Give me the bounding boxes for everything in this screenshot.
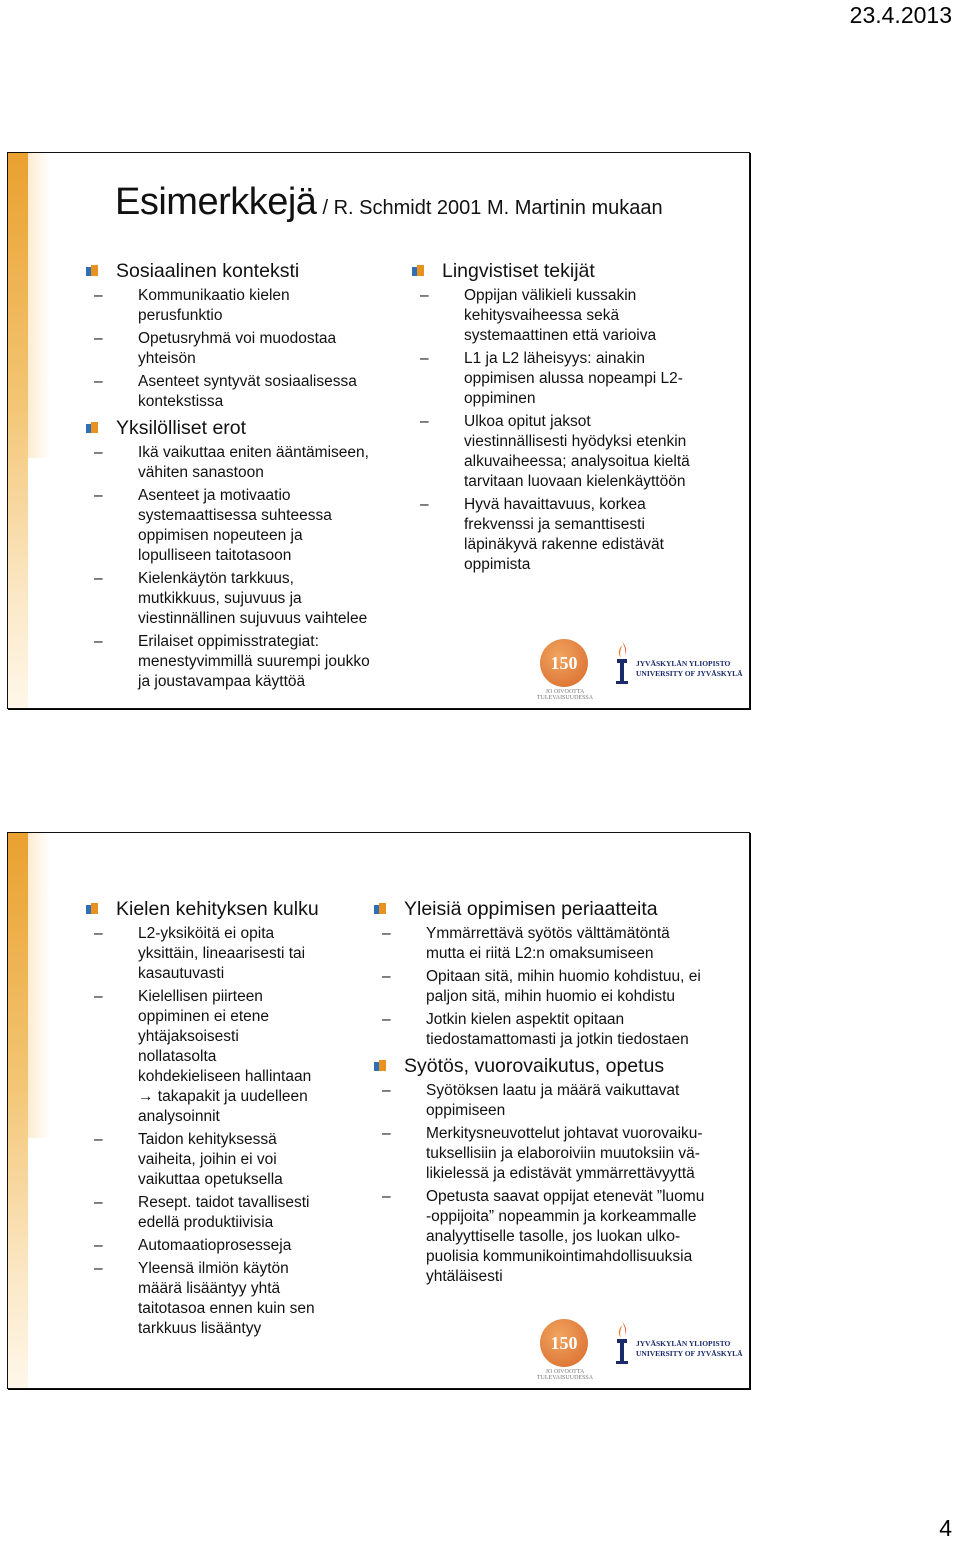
bullet-item-line: kohdekieliseen hallintaan bbox=[138, 1068, 312, 1085]
bullet-item-line: analyyttiselle tasolle, jos luokan ulko- bbox=[426, 1228, 681, 1245]
bullet-item-line: kasautuvasti bbox=[138, 965, 225, 982]
dash-bullet-icon: – bbox=[94, 444, 103, 461]
bullet-item-line: taitotasoa ennen kuin sen bbox=[138, 1300, 315, 1317]
section-heading-text: Yleisiä oppimisen periaatteita bbox=[404, 898, 658, 920]
anniversary-logo-caption: JO OIVOOTTA TULEVAISUUDESSA bbox=[536, 689, 594, 701]
university-name-en: UNIVERSITY OF JYVÄSKYLÄ bbox=[636, 1349, 743, 1358]
bullet-item bbox=[86, 486, 391, 566]
bullet-item-line: Opetusta saavat oppijat etenevät ”luomu bbox=[426, 1188, 705, 1205]
dash-bullet-icon: – bbox=[382, 1188, 391, 1205]
slide-accent-stripe bbox=[8, 153, 28, 708]
bullet-item-line: määrä lisääntyy yhtä bbox=[138, 1280, 281, 1297]
bullet-item-line: kehitysvaiheessa sekä bbox=[464, 307, 620, 324]
right-column bbox=[412, 255, 747, 575]
bullet-item-line: systemaattinen että varioiva bbox=[464, 327, 657, 344]
bullet-item bbox=[374, 1081, 744, 1121]
dash-bullet-icon: – bbox=[420, 350, 429, 367]
bullet-item-line: yhteisön bbox=[138, 350, 196, 367]
slide-title bbox=[115, 181, 663, 224]
bullet-item-line: Ikä vaikuttaa eniten ääntämiseen, bbox=[138, 444, 369, 461]
slide-1 bbox=[7, 152, 750, 709]
bullet-item-line: Opitaan sitä, mihin huomio kohdistuu, ei bbox=[426, 968, 701, 985]
dash-bullet-icon: – bbox=[94, 925, 103, 942]
bullet-item-line: Oppijan välikieli kussakin bbox=[464, 287, 637, 304]
anniversary-logo-caption: JO OIVOOTTA TULEVAISUUDESSA bbox=[536, 1369, 594, 1381]
section-heading-text: Syötös, vuorovaikutus, opetus bbox=[404, 1055, 665, 1077]
bullet-item bbox=[412, 349, 747, 409]
bullet-item-line: Merkitysneuvottelut johtavat vuorovaiku- bbox=[426, 1125, 703, 1142]
right-column bbox=[374, 893, 744, 1287]
dash-bullet-icon: – bbox=[382, 1125, 391, 1142]
section-heading-text: Sosiaalinen konteksti bbox=[116, 260, 300, 282]
bullet-item-line: Resept. taidot tavallisesti bbox=[138, 1194, 310, 1211]
dash-bullet-icon: – bbox=[420, 496, 429, 513]
cube-bullet-icon bbox=[86, 265, 98, 277]
bullet-item-line: menestyvimmillä suurempi joukko bbox=[138, 653, 370, 670]
bullet-item bbox=[86, 632, 391, 692]
section-heading-text: Yksilölliset erot bbox=[116, 417, 247, 439]
dash-bullet-icon: – bbox=[94, 1260, 103, 1277]
bullet-item-line: Jotkin kielen aspektit opitaan bbox=[426, 1011, 625, 1028]
university-name-en: UNIVERSITY OF JYVÄSKYLÄ bbox=[636, 669, 743, 678]
section-heading bbox=[374, 897, 744, 921]
bullet-item bbox=[86, 569, 391, 629]
cube-bullet-icon bbox=[374, 1060, 386, 1072]
dash-bullet-icon: – bbox=[420, 413, 429, 430]
cube-bullet-icon bbox=[86, 903, 98, 915]
bullet-item-line: viestinnällisesti hyödyksi etenkin bbox=[464, 433, 687, 450]
bullet-item-line: alkuvaiheessa; analysoitua kieltä bbox=[464, 453, 690, 470]
bullet-item bbox=[86, 286, 391, 326]
bullet-item-line: L2-yksiköitä ei opita bbox=[138, 925, 275, 942]
bullet-item bbox=[374, 967, 744, 1007]
bullet-item-line: yhtäjaksoisesti bbox=[138, 1028, 239, 1045]
logo-area bbox=[536, 635, 743, 705]
slide-accent-stripe bbox=[8, 833, 28, 1388]
bullet-item-line: Asenteet syntyvät sosiaalisessa bbox=[138, 373, 357, 390]
university-name-fi: JYVÄSKYLÄN YLIOPISTO bbox=[636, 1339, 731, 1348]
left-column bbox=[86, 893, 346, 1339]
bullet-item-line: vaikuttaa opetuksella bbox=[138, 1171, 283, 1188]
cube-bullet-icon bbox=[374, 903, 386, 915]
dash-bullet-icon: – bbox=[94, 1237, 103, 1254]
bullet-item-line: Yleensä ilmiön käytön bbox=[138, 1260, 289, 1277]
dash-bullet-icon: – bbox=[94, 373, 103, 390]
bullet-item bbox=[374, 1187, 744, 1287]
section-heading bbox=[86, 416, 391, 440]
dash-bullet-icon: – bbox=[94, 570, 103, 587]
dash-bullet-icon: – bbox=[382, 1011, 391, 1028]
bullet-item bbox=[86, 1259, 346, 1339]
section-heading bbox=[86, 259, 391, 283]
bullet-item-line: Automaatioprosesseja bbox=[138, 1237, 292, 1254]
bullet-item-line: vaiheita, joihin ei voi bbox=[138, 1151, 277, 1168]
dash-bullet-icon: – bbox=[94, 330, 103, 347]
bullet-item-line: Asenteet ja motivaatio bbox=[138, 487, 291, 504]
bullet-item bbox=[86, 924, 346, 984]
dash-bullet-icon: – bbox=[382, 925, 391, 942]
bullet-item-line: perusfunktio bbox=[138, 307, 223, 324]
page-number: 4 bbox=[939, 1515, 952, 1541]
university-torch-icon bbox=[612, 639, 632, 685]
bullet-item bbox=[412, 495, 747, 575]
bullet-item-line: lopulliseen taitotasoon bbox=[138, 547, 292, 564]
logo-area bbox=[536, 1315, 743, 1385]
bullet-item-line: Kielellisen piirteen bbox=[138, 988, 263, 1005]
bullet-item bbox=[86, 1236, 346, 1256]
dash-bullet-icon: – bbox=[94, 1194, 103, 1211]
bullet-item-line: yhtäläisesti bbox=[426, 1268, 503, 1285]
bullet-item-line: oppiminen ei etene bbox=[138, 1008, 269, 1025]
bullet-item-line: Kommunikaatio kielen bbox=[138, 287, 290, 304]
dash-bullet-icon: – bbox=[94, 633, 103, 650]
left-column bbox=[86, 255, 391, 692]
bullet-item bbox=[374, 1124, 744, 1184]
bullet-item bbox=[374, 1010, 744, 1050]
dash-bullet-icon: – bbox=[382, 968, 391, 985]
bullet-item-line: vähiten sanastoon bbox=[138, 464, 264, 481]
bullet-item bbox=[86, 1193, 346, 1233]
bullet-item-line: Syötöksen laatu ja määrä vaikuttavat bbox=[426, 1082, 680, 1099]
bullet-item bbox=[86, 329, 391, 369]
bullet-item-line: paljon sitä, mihin huomio ei kohdistu bbox=[426, 988, 675, 1005]
bullet-item bbox=[412, 286, 747, 346]
bullet-item bbox=[86, 1130, 346, 1190]
bullet-item-line: frekvenssi ja semanttisesti bbox=[464, 516, 645, 533]
bullet-item-line: edellä produktiivisia bbox=[138, 1214, 274, 1231]
anniversary-150-logo: 150 bbox=[540, 639, 588, 687]
bullet-item-line: oppimista bbox=[464, 556, 531, 573]
university-name-fi: JYVÄSKYLÄN YLIOPISTO bbox=[636, 659, 731, 668]
bullet-item-line: Kielenkäytön tarkkuus, bbox=[138, 570, 294, 587]
bullet-item-line: analysoinnit bbox=[138, 1108, 220, 1125]
bullet-item-line: tuksellisiin ja elaboroiviin muutoksiin vä- bbox=[426, 1145, 700, 1162]
page-date: 23.4.2013 bbox=[849, 2, 952, 28]
bullet-item-line: tiedostamattomasti ja jotkin tiedostaen bbox=[426, 1031, 689, 1048]
bullet-item bbox=[86, 987, 346, 1127]
dash-bullet-icon: – bbox=[420, 287, 429, 304]
bullet-item-line: Ymmärrettävä syötös välttämätöntä bbox=[426, 925, 670, 942]
bullet-item-line: Opetusryhmä voi muodostaa bbox=[138, 330, 337, 347]
bullet-item-line: läpinäkyvä rakenne edistävät bbox=[464, 536, 664, 553]
section-heading bbox=[374, 1054, 744, 1078]
slide-title-main: Esimerkkejä bbox=[115, 181, 317, 223]
bullet-item-line: Hyvä havaittavuus, korkea bbox=[464, 496, 646, 513]
bullet-item-line: Ulkoa opitut jaksot bbox=[464, 413, 591, 430]
bullet-item-line: Taidon kehityksessä bbox=[138, 1131, 277, 1148]
dash-bullet-icon: – bbox=[94, 1131, 103, 1148]
university-name bbox=[636, 659, 743, 679]
bullet-item-line: kontekstissa bbox=[138, 393, 224, 410]
bullet-item-line: oppiminen bbox=[464, 390, 536, 407]
bullet-item bbox=[86, 443, 391, 483]
dash-bullet-icon: – bbox=[94, 287, 103, 304]
bullet-item bbox=[412, 412, 747, 492]
bullet-item-line: yksittäin, lineaarisesti tai bbox=[138, 945, 306, 962]
slide-2 bbox=[7, 832, 750, 1389]
bullet-item-line: oppimiseen bbox=[426, 1102, 506, 1119]
bullet-item-line: tarkkuus lisääntyy bbox=[138, 1320, 262, 1337]
bullet-item bbox=[374, 924, 744, 964]
bullet-item-line: Erilaiset oppimisstrategiat: bbox=[138, 633, 319, 650]
bullet-item-line: viestinnällinen sujuvuus vaihtelee bbox=[138, 610, 368, 627]
university-torch-icon bbox=[612, 1319, 632, 1365]
university-name bbox=[636, 1339, 743, 1359]
bullet-item-line: mutta ei riitä L2:n omaksumiseen bbox=[426, 945, 654, 962]
bullet-item-line: tarvitaan luovaan kielenkäyttöön bbox=[464, 473, 686, 490]
section-heading-text: Kielen kehityksen kulku bbox=[116, 898, 319, 920]
bullet-item-line: systemaattisessa suhteessa bbox=[138, 507, 332, 524]
dash-bullet-icon: – bbox=[382, 1082, 391, 1099]
anniversary-150-logo: 150 bbox=[540, 1319, 588, 1367]
bullet-item-line: puolisia kommunikointimahdollisuuksia bbox=[426, 1248, 693, 1265]
bullet-item-line: likielessä ja edistävät ymmärrettävyyttä bbox=[426, 1165, 695, 1182]
bullet-item-line: ja joustavampaa käyttöä bbox=[138, 673, 306, 690]
bullet-item-line: oppimisen alussa nopeampi L2- bbox=[464, 370, 683, 387]
cube-bullet-icon bbox=[86, 422, 98, 434]
bullet-item-line: mutkikkuus, sujuvuus ja bbox=[138, 590, 302, 607]
section-heading bbox=[86, 897, 346, 921]
slide-title-source: / R. Schmidt 2001 M. Martinin mukaan bbox=[322, 197, 663, 219]
bullet-item bbox=[86, 372, 391, 412]
bullet-item-line: nollatasolta bbox=[138, 1048, 217, 1065]
section-heading bbox=[412, 259, 747, 283]
bullet-item-line: oppimisen nopeuteen ja bbox=[138, 527, 303, 544]
section-heading-text: Lingvistiset tekijät bbox=[442, 260, 595, 282]
bullet-item-line: → takapakit ja uudelleen bbox=[138, 1088, 308, 1105]
cube-bullet-icon bbox=[412, 265, 424, 277]
bullet-item-line: L1 ja L2 läheisyys: ainakin bbox=[464, 350, 645, 367]
bullet-item-line: -oppijoita” nopeammin ja korkeammalle bbox=[426, 1208, 697, 1225]
dash-bullet-icon: – bbox=[94, 988, 103, 1005]
dash-bullet-icon: – bbox=[94, 487, 103, 504]
